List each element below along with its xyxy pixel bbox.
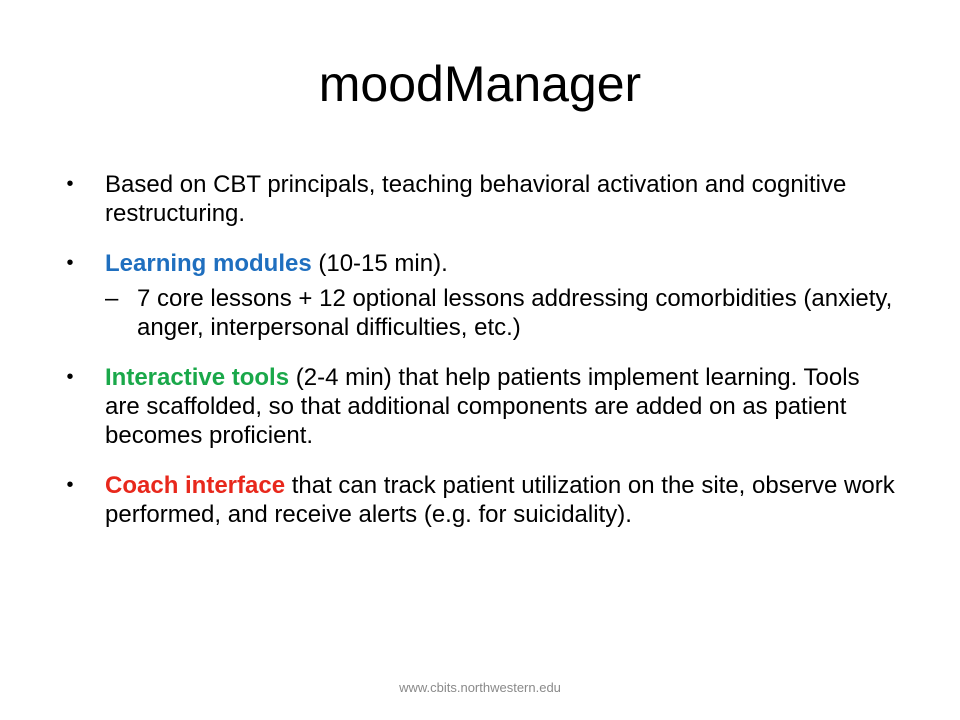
sub-bullet-core-lessons (60, 284, 900, 342)
bullet-text: (10-15 min). (311, 250, 448, 277)
sub-bullet-text: 7 core lessons + 12 optional lessons addressing comorbidities (anxiety, anger, interpersonal difficulties, etc.) (137, 285, 893, 341)
highlight-coach-interface: Coach interface (105, 472, 286, 499)
highlight-learning-modules: Learning modules (105, 250, 312, 277)
bullet-text: Based on CBT principals, teaching behavioral activation and cognitive restructuring. (105, 171, 847, 227)
bullet-learning-modules (60, 249, 900, 278)
sub-bullet-marker: – (105, 285, 119, 312)
slide-title: moodManager (318, 56, 642, 112)
highlight-interactive-tools: Interactive tools (105, 364, 290, 391)
bullet-marker: • (66, 474, 74, 496)
bullet-interactive-tools (60, 363, 900, 450)
bullet-list (60, 170, 900, 529)
bullet-text: that can track patient utilization on the site, observe work performed, and receive alerts (e.g. for suicidality). (105, 472, 895, 528)
bullet-marker: • (66, 173, 74, 195)
bullet-cbt-principles (60, 170, 900, 228)
footer-url: www.cbits.northwestern.edu (399, 680, 561, 695)
bullet-text: (2-4 min) that help patients implement learning. Tools are scaffolded, so that additional components are added on as patient becomes proficient. (105, 364, 860, 449)
bullet-marker: • (66, 366, 74, 388)
bullet-coach-interface (60, 471, 900, 529)
bullet-marker: • (66, 252, 74, 274)
